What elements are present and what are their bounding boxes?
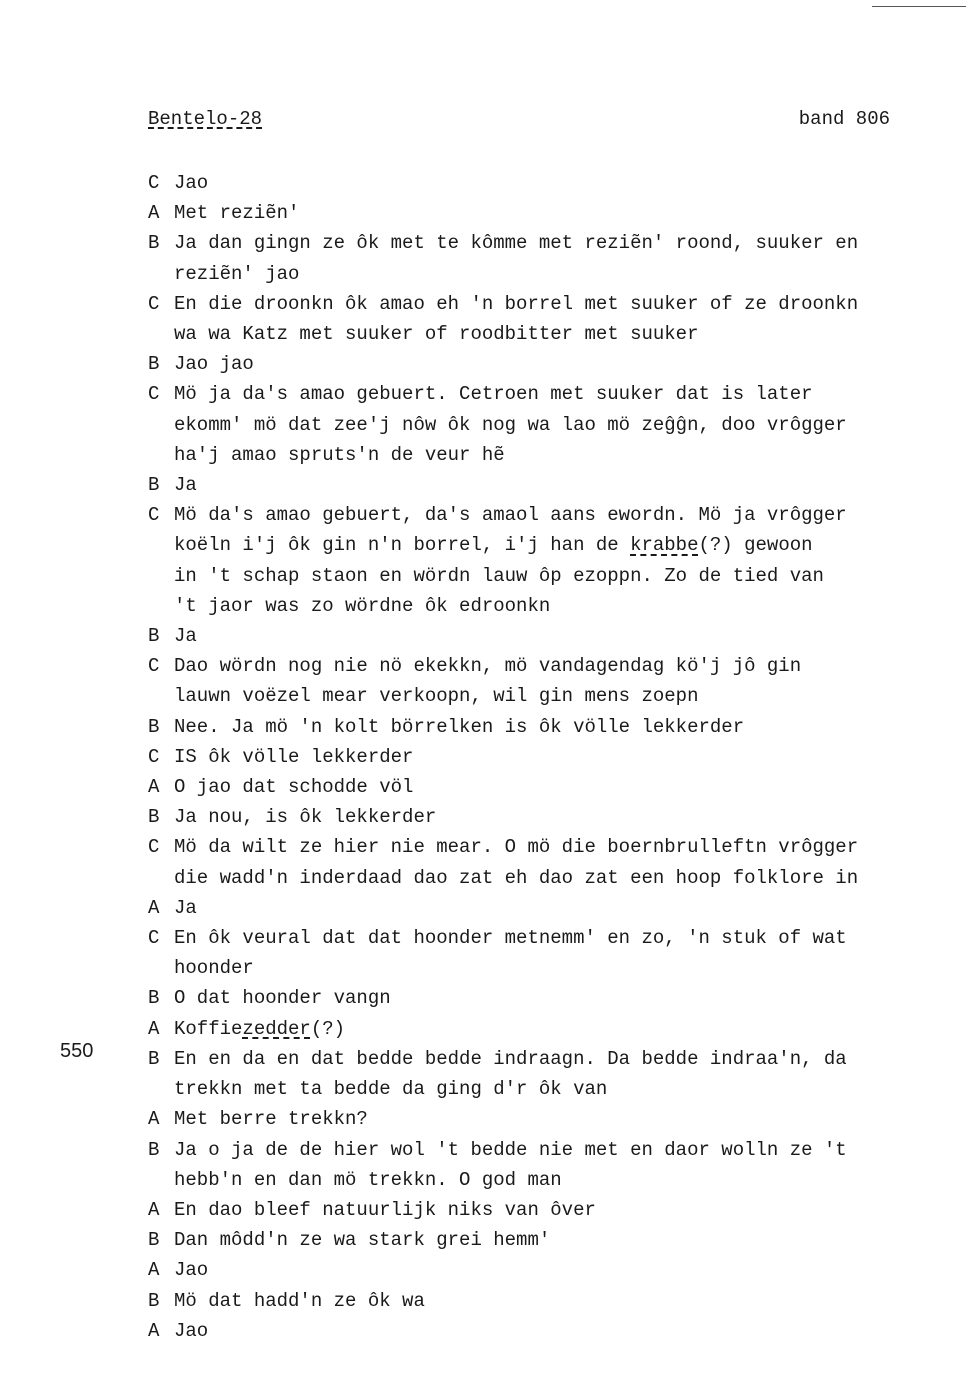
- transcript-turn: [148, 1195, 928, 1225]
- transcript-turn: [148, 1135, 928, 1195]
- utterance-part: En die droonkn ôk amao eh 'n borrel met suuker of ze droonkn wa wa Katz met suuker of roodbitter met suuker: [174, 292, 859, 346]
- utterance-part: (?): [310, 1017, 346, 1040]
- utterance-text: [174, 1044, 928, 1104]
- transcript-turn: [148, 349, 928, 379]
- speaker-label: A: [148, 1108, 160, 1131]
- transcript-turn: [148, 228, 928, 288]
- utterance-part: Ja nou, is ôk lekkerder: [174, 806, 437, 829]
- transcript-turn: [148, 500, 928, 621]
- transcript-turn: [148, 470, 928, 500]
- transcript-turn: [148, 651, 928, 711]
- speaker-label: C: [148, 172, 160, 194]
- utterance-text: [174, 1104, 928, 1134]
- utterance-text: [174, 832, 928, 892]
- utterance-part: IS ôk völle lekkerder: [174, 745, 414, 768]
- utterance-part: Jao: [174, 1259, 209, 1282]
- utterance-part: En ôk veural dat dat hoonder metnemm' en zo, 'n stuk of wat hoonder: [174, 927, 847, 980]
- utterance-text: [174, 228, 928, 288]
- uncertain-word: krabbe: [630, 534, 699, 557]
- transcript-turn: [148, 379, 928, 470]
- utterance-part: Jao: [174, 172, 209, 194]
- speaker-label: C: [148, 927, 160, 950]
- transcript-turn: [148, 742, 928, 772]
- document-id: Bentelo-28: [148, 108, 263, 130]
- transcript-turn: [148, 1255, 928, 1285]
- speaker-label: B: [148, 232, 160, 255]
- utterance-part: Jao: [174, 1319, 209, 1342]
- utterance-text: [174, 1316, 928, 1346]
- transcript-turn: [148, 802, 928, 832]
- speaker-label: B: [148, 1229, 160, 1252]
- utterance-text: [174, 1014, 928, 1044]
- speaker-label: C: [148, 745, 160, 768]
- utterance-text: [174, 893, 928, 923]
- utterance-text: [174, 379, 928, 470]
- utterance-text: [174, 802, 928, 832]
- utterance-part: En dao bleef natuurlijk niks van ôver: [174, 1198, 596, 1221]
- utterance-part: En en da en dat bedde bedde indraagn. Da bedde indraa'n, da trekkn met ta bedde da ging d'r ôk van: [174, 1047, 847, 1101]
- utterance-part: Mö dat hadd'n ze ôk wa: [174, 1289, 425, 1312]
- transcript-turn: [148, 1014, 928, 1044]
- utterance-text: [174, 349, 928, 379]
- transcript: [148, 168, 928, 1346]
- utterance-text: [174, 651, 928, 711]
- speaker-label: A: [148, 896, 160, 919]
- utterance-part: Dao wördn nog nie nö ekekkn, mö vandagendag kö'j jô gin lauwn voëzel mear verkoopn, wil gin mens zoepn: [174, 655, 802, 708]
- utterance-text: [174, 923, 928, 983]
- utterance-part: Mö da's amao gebuert, da's amaol aans ewordn. Mö ja vrôgger koëln i'j ôk gin n'n borrel, i'j han de: [174, 504, 847, 557]
- utterance-text: [174, 1135, 928, 1195]
- utterance-text: [174, 1286, 928, 1316]
- utterance-text: [174, 1225, 928, 1255]
- speaker-label: C: [148, 655, 160, 678]
- line-number: 550: [60, 1040, 94, 1062]
- speaker-label: A: [148, 202, 160, 225]
- transcript-turn: [148, 168, 928, 198]
- utterance-part: Ja o ja de de hier wol 't bedde nie met en daor wolln ze 't hebb'n en dan mö trekkn. O god man: [174, 1138, 847, 1191]
- page-header: [148, 108, 890, 134]
- speaker-label: A: [148, 1319, 160, 1342]
- speaker-label: B: [148, 715, 160, 738]
- utterance-text: [174, 742, 928, 772]
- speaker-label: B: [148, 1047, 160, 1070]
- utterance-text: [174, 1255, 928, 1285]
- speaker-label: C: [148, 383, 160, 406]
- utterance-text: [174, 470, 928, 500]
- utterance-text: [174, 500, 928, 621]
- transcript-turn: [148, 1286, 928, 1316]
- transcript-turn: [148, 621, 928, 651]
- transcript-turn: [148, 1104, 928, 1134]
- transcript-turn: [148, 832, 928, 892]
- speaker-label: B: [148, 1138, 160, 1161]
- transcript-turn: [148, 1225, 928, 1255]
- utterance-part: Ja: [174, 474, 197, 497]
- speaker-label: B: [148, 353, 160, 376]
- transcript-turn: [148, 923, 928, 983]
- utterance-text: [174, 198, 928, 228]
- utterance-part: Koffie: [174, 1017, 243, 1040]
- utterance-part: Ja: [174, 896, 197, 919]
- utterance-part: Met berre trekkn?: [174, 1108, 368, 1131]
- transcript-turn: [148, 893, 928, 923]
- utterance-text: [174, 983, 928, 1013]
- speaker-label: A: [148, 776, 160, 799]
- utterance-part: Ja dan gingn ze ôk met te kômme met reziẽn' roond, suuker en reziẽn' jao: [174, 232, 859, 285]
- utterance-text: [174, 772, 928, 802]
- utterance-part: Ja: [174, 625, 197, 648]
- speaker-label: B: [148, 987, 160, 1010]
- utterance-part: (?) gewoon in 't schap staon en wördn lauw ôp ezoppn. Zo de tied van 't jaor was zo wördne ôk edroonkn: [174, 534, 824, 617]
- tape-number: band 806: [798, 108, 890, 130]
- speaker-label: C: [148, 836, 160, 859]
- utterance-part: Dan môdd'n ze wa stark grei hemm': [174, 1229, 551, 1252]
- uncertain-word: zedder: [242, 1017, 311, 1040]
- speaker-label: A: [148, 1259, 160, 1282]
- utterance-part: Mö ja da's amao gebuert. Cetroen met suuker dat is later ekomm' mö dat zee'j nôw ôk nog wa lao mö zeĝĝn, doo vrôgger ha'j amao spruts'n de veur hẽ: [174, 383, 847, 466]
- transcript-turn: [148, 1316, 928, 1346]
- speaker-label: C: [148, 504, 160, 527]
- top-rule: [872, 6, 966, 7]
- utterance-part: Jao jao: [174, 353, 254, 376]
- transcript-turn: [148, 198, 928, 228]
- utterance-text: [174, 621, 928, 651]
- utterance-part: Mö da wilt ze hier nie mear. O mö die boernbrulleftn vrôgger die wadd'n inderdaad dao zat eh dao zat een hoop folklore in: [174, 836, 859, 889]
- speaker-label: B: [148, 806, 160, 829]
- speaker-label: B: [148, 1289, 160, 1312]
- utterance-part: Met reziẽn': [174, 202, 300, 225]
- transcript-turn: [148, 983, 928, 1013]
- utterance-part: O dat hoonder vangn: [174, 987, 391, 1010]
- transcript-turn: [148, 772, 928, 802]
- utterance-part: Nee. Ja mö 'n kolt börrelken is ôk völle lekkerder: [174, 715, 745, 738]
- speaker-label: B: [148, 474, 160, 497]
- speaker-label: A: [148, 1198, 160, 1221]
- utterance-part: O jao dat schodde völ: [174, 776, 414, 799]
- transcript-turn: [148, 712, 928, 742]
- transcript-turn: [148, 289, 928, 349]
- speaker-label: B: [148, 625, 160, 648]
- speaker-label: A: [148, 1017, 160, 1040]
- speaker-label: C: [148, 292, 160, 315]
- utterance-text: [174, 289, 928, 349]
- utterance-text: [174, 168, 928, 198]
- utterance-text: [174, 1195, 928, 1225]
- transcript-turn: [148, 1044, 928, 1104]
- utterance-text: [174, 712, 928, 742]
